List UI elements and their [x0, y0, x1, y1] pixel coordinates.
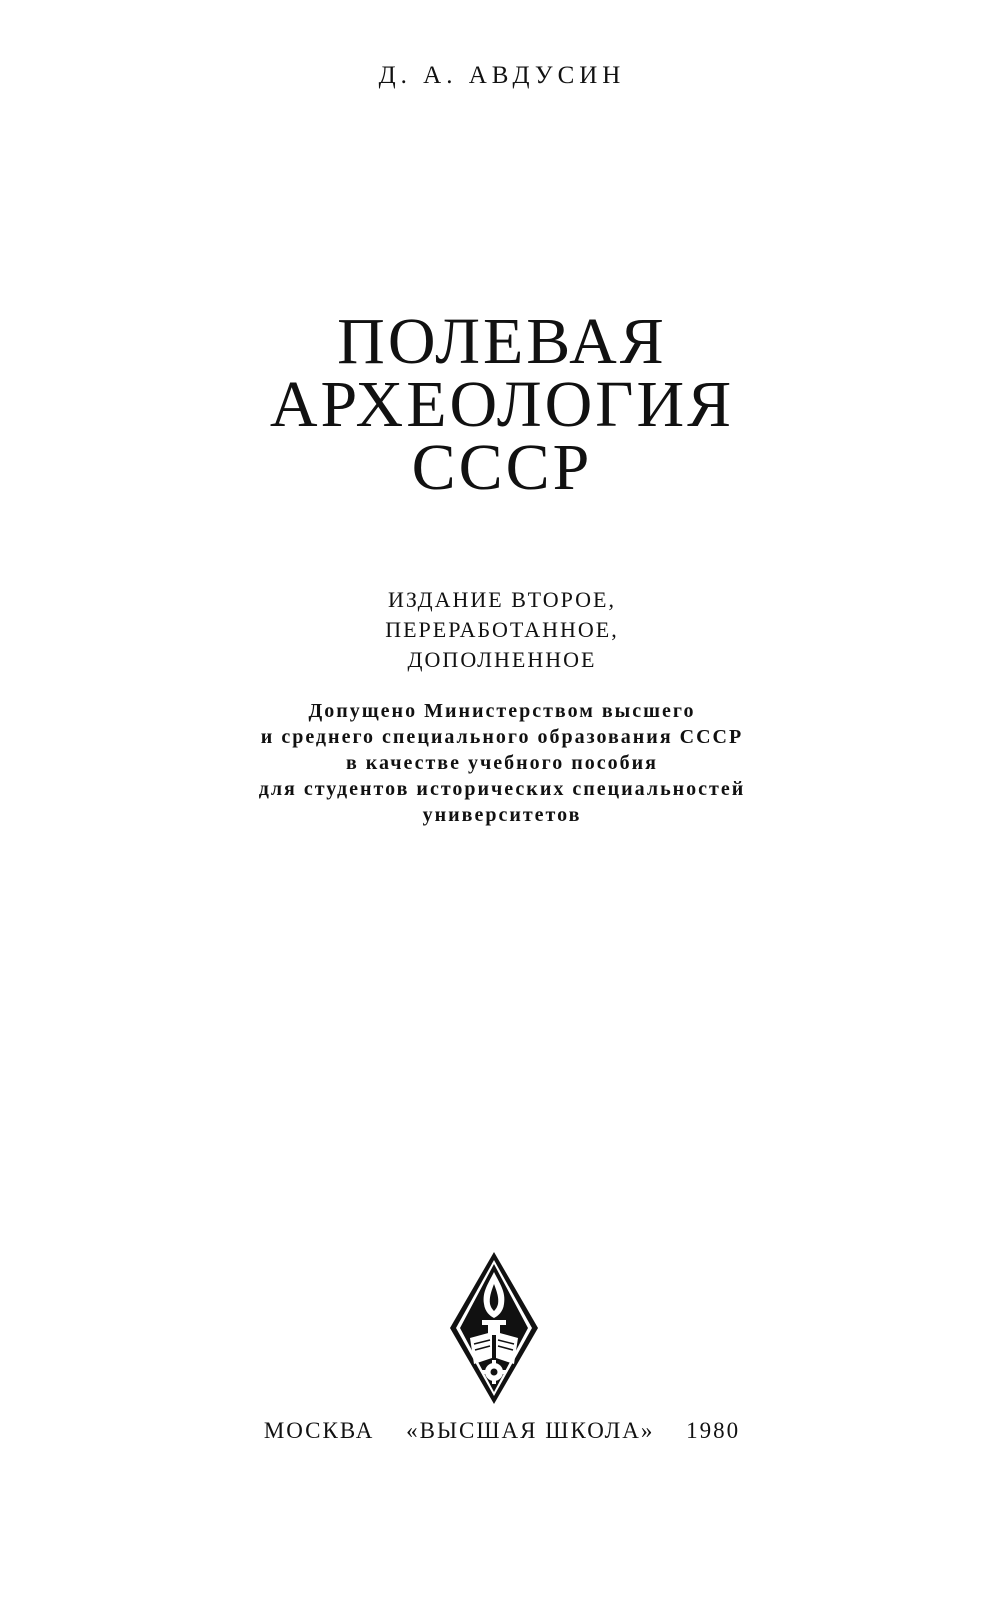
book-title-line-2: АРХЕОЛОГИЯ	[269, 368, 735, 441]
approval-note	[0, 698, 1004, 828]
approval-line-2: и среднего специального образования СССР	[260, 726, 744, 748]
approval-line-1: Допущено Министерством высшего	[308, 700, 696, 722]
author-name: Д. А. АВДУСИН	[378, 62, 626, 89]
book-title-line-3: СССР	[411, 431, 593, 504]
publisher-line	[0, 1418, 1004, 1444]
publisher-city: МОСКВА	[263, 1418, 375, 1443]
publisher-emblem-icon	[448, 1250, 540, 1406]
publisher-house: «ВЫСШАЯ ШКОЛА»	[406, 1418, 655, 1443]
approval-line-4: для студентов исторических специальностей	[258, 778, 746, 800]
edition-line-1: ИЗДАНИЕ ВТОРОЕ,	[388, 587, 616, 612]
approval-line-3: в качестве учебного пособия	[345, 752, 658, 774]
edition-note	[0, 585, 1004, 675]
book-title-line-1: ПОЛЕВАЯ	[337, 305, 667, 378]
book-title	[0, 305, 1004, 504]
edition-line-2: ПЕРЕРАБОТАННОЕ,	[385, 617, 619, 642]
approval-line-5: университетов	[422, 804, 582, 826]
publisher-year: 1980	[686, 1418, 741, 1443]
edition-line-3: ДОПОЛНЕННОЕ	[407, 647, 597, 672]
